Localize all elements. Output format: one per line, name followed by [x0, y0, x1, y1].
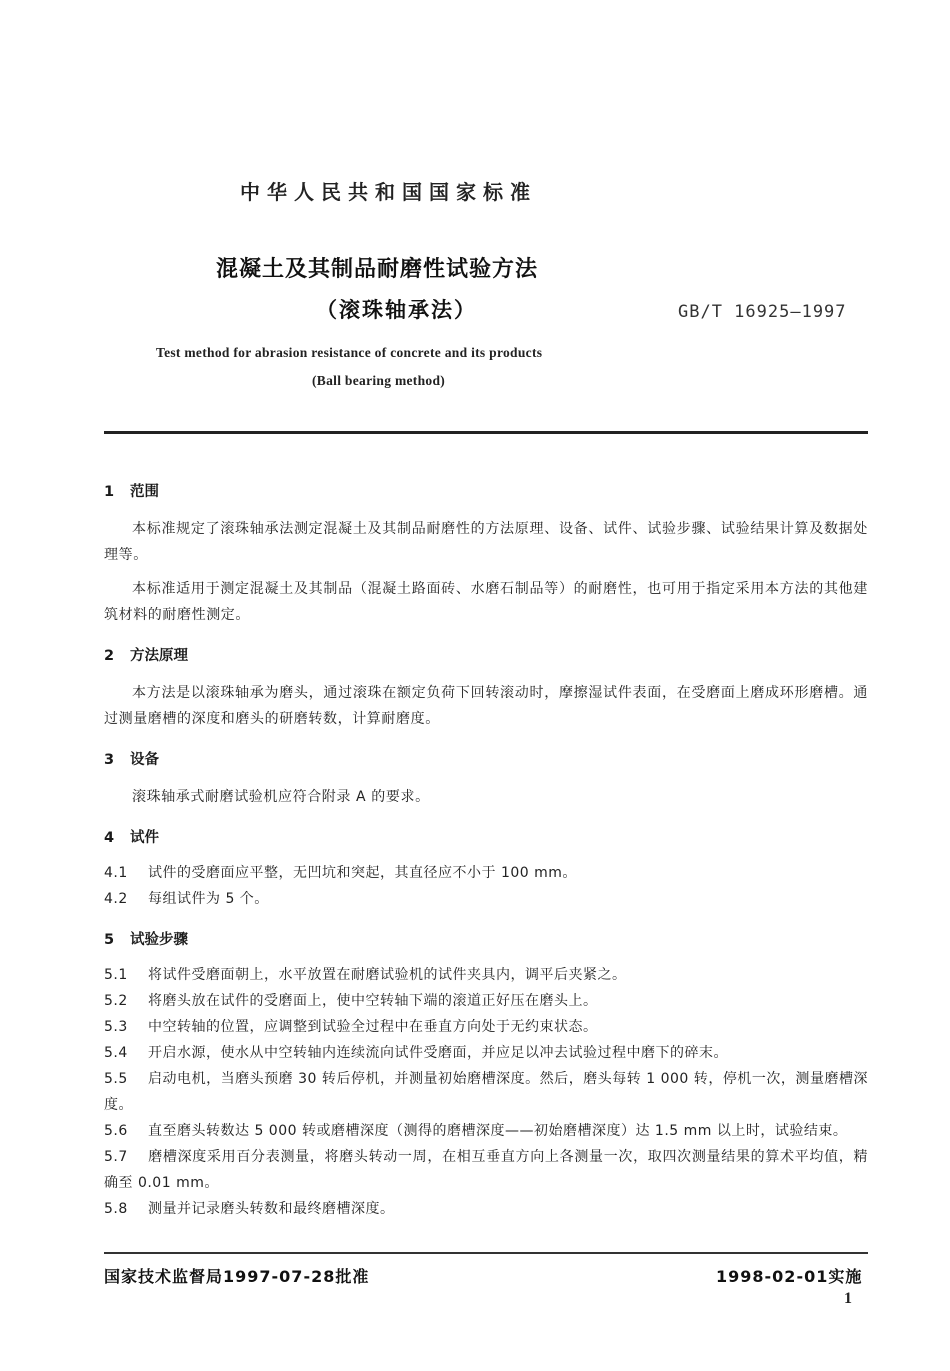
- page-number: 1: [844, 1290, 852, 1307]
- clause-number: 4.1: [104, 865, 128, 881]
- section-title: 试件: [130, 830, 159, 846]
- clause-number: 5.2: [104, 993, 128, 1009]
- section-title: 范围: [130, 484, 159, 500]
- clause-text: 将试件受磨面朝上，水平放置在耐磨试验机的试件夹具内，调平后夹紧之。: [148, 967, 627, 983]
- clause-text: 磨槽深度采用百分表测量，将磨头转动一周，在相互垂直方向上各测量一次，取四次测量结果的算术平均值，精确至 0.01 mm。: [104, 1149, 868, 1191]
- title-chinese: 混凝土及其制品耐磨性试验方法: [216, 257, 539, 282]
- paragraph: 滚珠轴承式耐磨试验机应符合附录 A 的要求。: [132, 789, 430, 805]
- clause-text: 直至磨头转数达 5 000 转或磨槽深度（测得的磨槽深度——初始磨槽深度）达 1.5 mm 以上时，试验结束。: [148, 1123, 848, 1139]
- clause-text: 测量并记录磨头转数和最终磨槽深度。: [148, 1201, 395, 1217]
- clause-text: 将磨头放在试件的受磨面上，使中空转轴下端的滚道正好压在磨头上。: [148, 993, 598, 1009]
- standard-code: GB/T 16925—1997: [678, 302, 847, 322]
- clause-item: [104, 1066, 868, 1118]
- clause-item: [104, 1144, 868, 1196]
- section-number: 1: [104, 484, 115, 500]
- clause-number: 5.5: [104, 1071, 128, 1087]
- section-3-heading: [104, 750, 868, 770]
- paragraph: 本标准适用于测定混凝土及其制品（混凝土路面砖、水磨石制品等）的耐磨性，也可用于指定采用本方法的其他建筑材料的耐磨性测定。: [104, 581, 868, 623]
- section-number: 3: [104, 752, 115, 768]
- bottom-divider: [104, 1252, 868, 1254]
- clause-number: 5.4: [104, 1045, 128, 1061]
- clause-number: 5.1: [104, 967, 128, 983]
- section-1-heading: [104, 482, 868, 502]
- clause-item: [104, 988, 868, 1014]
- top-divider: [104, 431, 868, 434]
- clause-text: 试件的受磨面应平整，无凹坑和突起，其直径应不小于 100 mm。: [148, 865, 577, 881]
- implementation-date: 1998-02-01实施: [716, 1267, 863, 1286]
- clause-number: 5.8: [104, 1201, 128, 1217]
- clause-number: 4.2: [104, 891, 128, 907]
- clause-number: 5.6: [104, 1123, 128, 1139]
- clause-item: [104, 962, 868, 988]
- section-number: 5: [104, 932, 115, 948]
- section-number: 4: [104, 830, 115, 846]
- clause-text: 启动电机，当磨头预磨 30 转后停机，并测量初始磨槽深度。然后，磨头每转 1 000 转，停机一次，测量磨槽深度。: [104, 1071, 868, 1113]
- clause-item: [104, 1014, 868, 1040]
- section-number: 2: [104, 648, 115, 664]
- subtitle-chinese: （滚珠轴承法）: [316, 298, 477, 322]
- section-title: 设备: [130, 752, 159, 768]
- clause-item: [104, 886, 868, 912]
- paragraph: 本标准规定了滚珠轴承法测定混凝土及其制品耐磨性的方法原理、设备、试件、试验步骤、试验结果计算及数据处理等。: [104, 521, 868, 563]
- clause-number: 5.7: [104, 1149, 128, 1165]
- paragraph: 本方法是以滚珠轴承为磨头，通过滚珠在额定负荷下回转滚动时，摩擦湿试件表面，在受磨面上磨成环形磨槽。通过测量磨槽的深度和磨头的研磨转数，计算耐磨度。: [104, 685, 868, 727]
- section-title: 方法原理: [130, 648, 188, 664]
- clause-text: 每组试件为 5 个。: [148, 891, 269, 907]
- section-4-heading: [104, 828, 868, 848]
- subtitle-english: (Ball bearing method): [312, 373, 446, 388]
- section-title: 试验步骤: [130, 932, 188, 948]
- national-standard-heading: 中华人民共和国国家标准: [240, 180, 537, 204]
- title-english: Test method for abrasion resistance of concrete and its products: [156, 345, 543, 360]
- clause-item: [104, 860, 868, 886]
- clause-item: [104, 1040, 868, 1066]
- clause-item: [104, 1118, 868, 1144]
- clause-text: 中空转轴的位置，应调整到试验全过程中在垂直方向处于无约束状态。: [148, 1019, 598, 1035]
- clause-text: 开启水源，使水从中空转轴内连续流向试件受磨面，并应足以冲去试验过程中磨下的碎末。: [148, 1045, 728, 1061]
- section-5-heading: [104, 930, 868, 950]
- clause-item: [104, 1196, 868, 1222]
- section-2-heading: [104, 646, 868, 666]
- document-body: [104, 482, 868, 1222]
- clause-number: 5.3: [104, 1019, 128, 1035]
- approval-date: 国家技术监督局1997-07-28批准: [104, 1267, 370, 1286]
